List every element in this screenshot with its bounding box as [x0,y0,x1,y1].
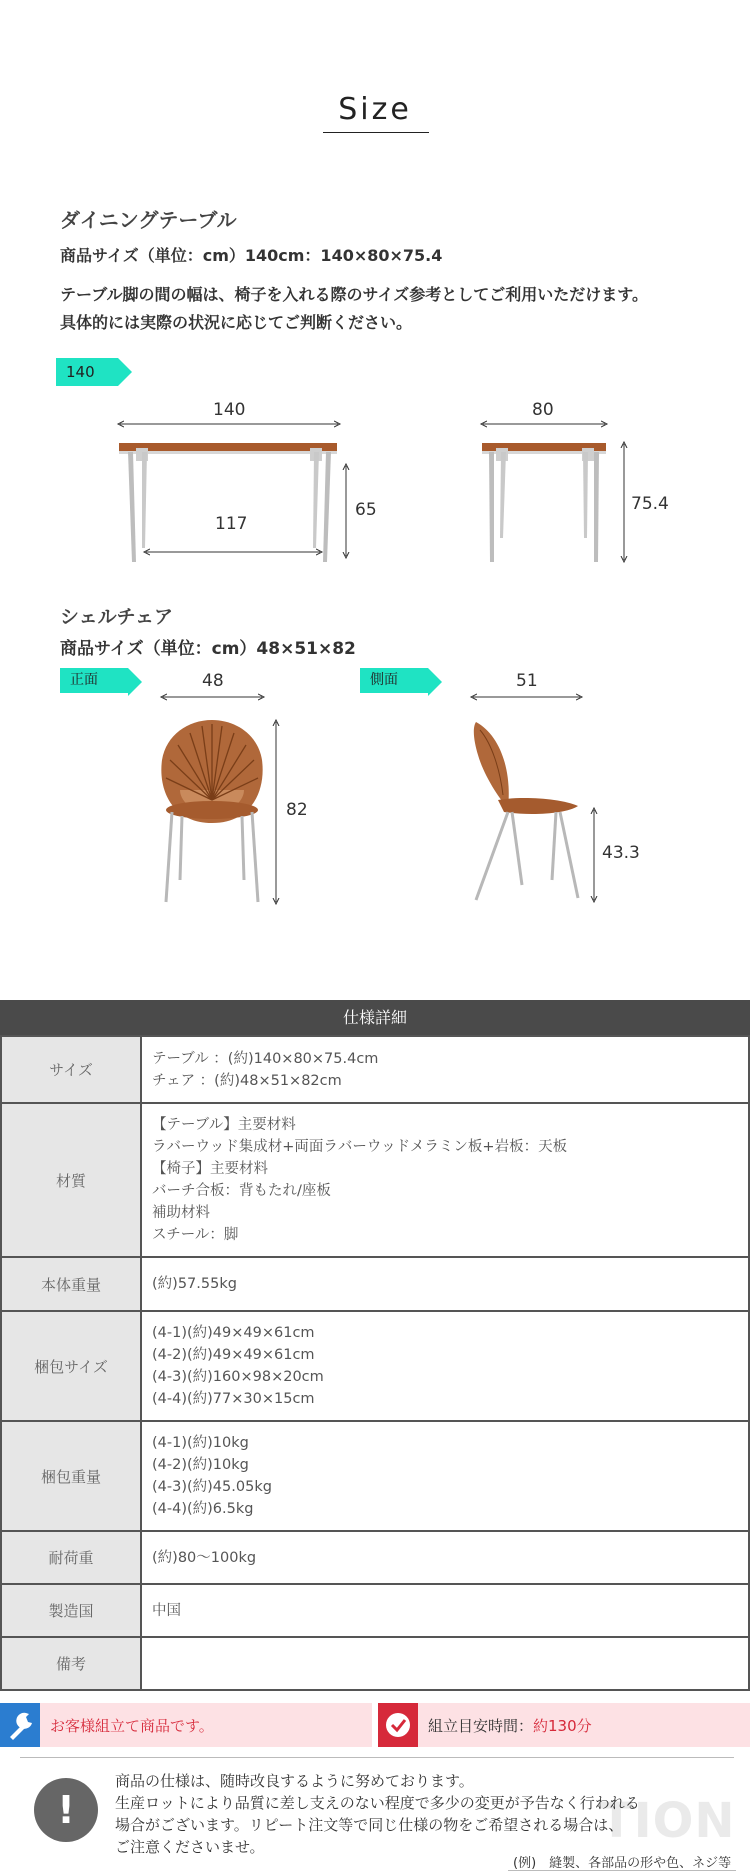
chair-side-depth-label: 51 [516,671,538,691]
assembly-time-bar [378,1703,750,1747]
chair-section-title: シェルチェア [60,606,174,628]
spec-label: 梱包重量 [1,1421,141,1531]
notice-text: 商品の仕様は、随時改良するように努めております。 生産ロットにより品質に差し支えのない程度で多少の変更が予告なく行われる 場合がございます。リピート注文等で同じ仕様の物をご希望される場合は、 ご注意くださいませ。 [115,1772,640,1856]
spec-value [141,1637,749,1690]
footnote-underline [508,1870,736,1871]
spec-label: 梱包サイズ [1,1311,141,1421]
spec-value: (約)80〜100kg [141,1531,749,1584]
chair-side-view [473,697,594,900]
spec-value: 中国 [141,1584,749,1637]
spec-row-package-weight [1,1421,749,1531]
spec-row-material [1,1103,749,1257]
table-product-size: 商品サイズ（単位：cm）140cm：140×80×75.4 [60,246,443,265]
assembly-text: お客様組立て商品です。 [50,1717,214,1735]
table-note-line-1: テーブル脚の間の幅は、椅子を入れる際のサイズ参考としてご利用いただけます。 [60,285,649,304]
spec-value: 【テーブル】主要材料 ラバーウッド集成材+両面ラバーウッドメラミン板+岩板：天板 【椅子】主要材料 バーチ合板：背もたれ/座板 補助材料 スチール：脚 [141,1103,749,1257]
table-leg-height-label: 65 [355,500,377,520]
table-front-view [119,424,346,562]
table-front-width-label: 140 [213,400,246,420]
spec-value: テーブル ：(約)140×80×75.4cm チェア ：(約)48×51×82cm [141,1036,749,1103]
spec-table-header: 仕様詳細 [0,1000,750,1035]
wrench-icon [0,1703,40,1747]
spec-row-load [1,1531,749,1584]
spec-table [0,1035,750,1691]
notice-divider [20,1757,734,1758]
chair-seat-height-label: 43.3 [602,843,640,863]
notice-footnote: (例) 縫製、各部品の形や色、ネジ等 [513,1856,732,1871]
spec-value: (4-1)(約)10kg (4-2)(約)10kg (4-3)(約)45.05kg (4-4)(約)6.5kg [141,1421,749,1531]
assembly-time-value: 約130分 [533,1717,592,1735]
chair-front-height-label: 82 [286,800,308,820]
table-inner-width-label: 117 [215,514,248,534]
table-side-view [482,424,624,562]
chair-side-tag: 側面 [360,668,428,693]
clock-icon [378,1703,418,1747]
table-total-height-label: 75.4 [631,494,669,514]
page-title: Size [338,92,412,127]
spec-value: (4-1)(約)49×49×61cm (4-2)(約)49×49×61cm (4-3)(約)160×98×20cm (4-4)(約)77×30×15cm [141,1311,749,1421]
table-note-line-2: 具体的には実際の状況に応じてご判断ください。 [60,313,413,332]
assembly-bar [0,1703,372,1747]
spec-label: 本体重量 [1,1257,141,1311]
table-size-tag: 140 [56,358,118,386]
chair-front-width-label: 48 [202,671,224,691]
spec-label: サイズ [1,1036,141,1103]
caution-watermark: TION [600,1793,736,1849]
table-side-depth-label: 80 [532,400,554,420]
spec-label: 材質 [1,1103,141,1257]
spec-row-weight [1,1257,749,1311]
spec-label: 耐荷重 [1,1531,141,1584]
table-section-title: ダイニングテーブル [60,208,237,232]
spec-label: 製造国 [1,1584,141,1637]
spec-row-package-size [1,1311,749,1421]
chair-front-view [161,697,276,902]
exclamation-icon: ! [34,1778,98,1842]
chair-product-size: 商品サイズ（単位：cm）48×51×82 [60,639,356,659]
chair-front-tag: 正面 [60,668,128,693]
spec-label: 備考 [1,1637,141,1690]
spec-row-remarks [1,1637,749,1690]
spec-row-country [1,1584,749,1637]
spec-row-size [1,1036,749,1103]
assembly-time-label: 組立目安時間： [428,1717,534,1735]
spec-value: (約)57.55kg [141,1257,749,1311]
assembly-time [428,1715,592,1736]
